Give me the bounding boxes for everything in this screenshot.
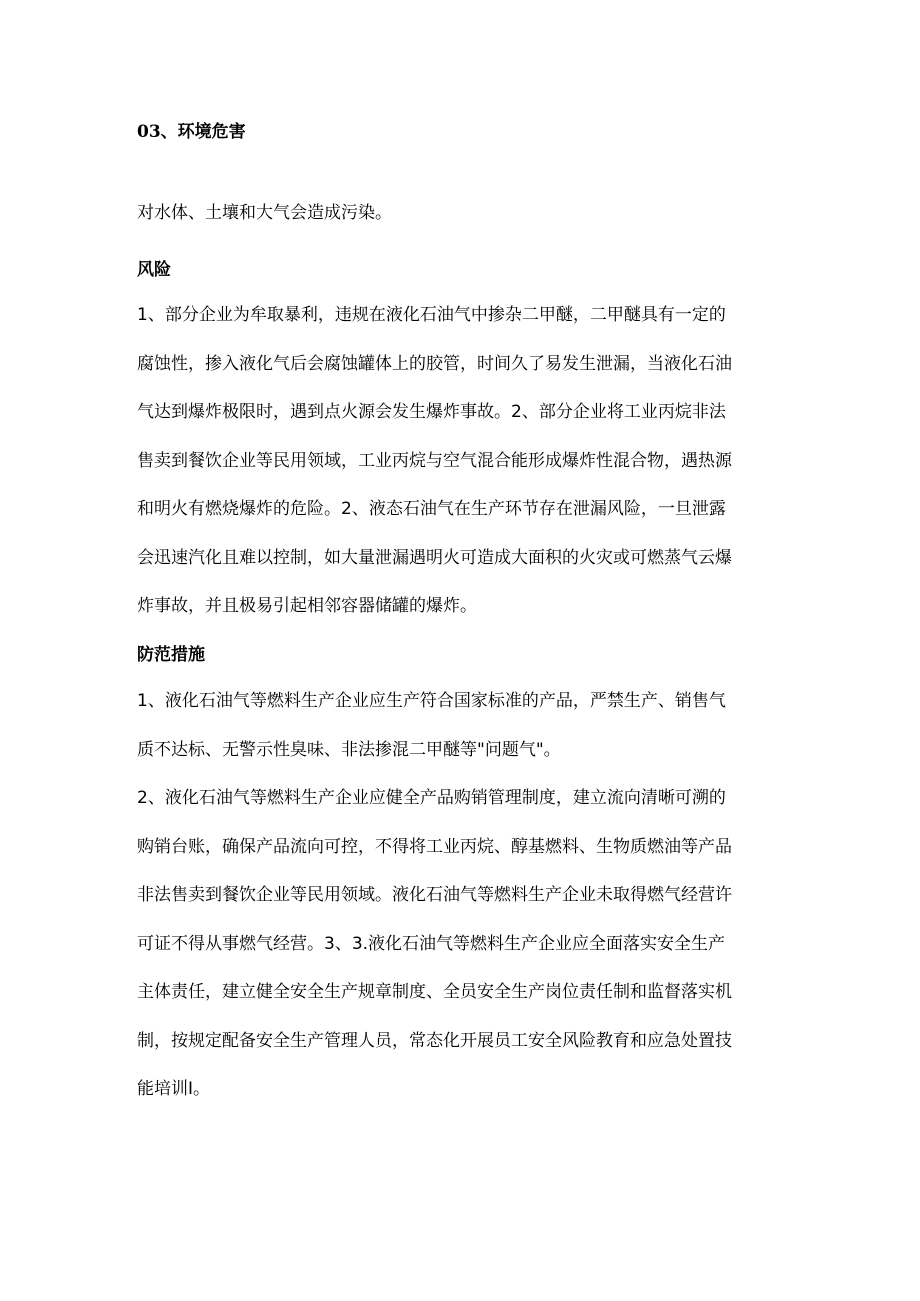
measures-line: 能培训I。 [137,1079,211,1099]
measures-line: 质不达标、无警示性臭味、非法掺混二甲醚等"问题气"。 [137,740,561,760]
section-heading [137,120,797,144]
measures-heading: 防范措施 [137,645,205,665]
risk-line: 和明火有燃烧爆炸的危险。2、液态石油气在生产环节存在泄漏风险，一旦泄露 [137,499,726,519]
section-number: 03、 [137,122,178,142]
measures-line: 可证不得从事燃气经营。3、3.液化石油气等燃料生产企业应全面落实安全生产 [137,934,726,954]
measures-line: 非法售卖到餐饮企业等民用领域。液化石油气等燃料生产企业未取得燃气经营许 [137,885,732,905]
risk-line: 1、部分企业为牟取暴利，违规在液化石油气中掺杂二甲醚，二甲醚具有一定的 [137,305,726,325]
risk-line: 售卖到餐饮企业等民用领域，工业丙烷与空气混合能形成爆炸性混合物，遇热源 [137,451,732,471]
measures-line: 1、液化石油气等燃料生产企业应生产符合国家标准的产品，严禁生产、销售气 [137,691,726,711]
measures-line: 主体责任，建立健全安全生产规章制度、全员安全生产岗位责任制和监督落实机 [137,982,732,1002]
measures-line: 制，按规定配备安全生产管理人员，常态化开展员工安全风险教育和应急处置技 [137,1031,732,1051]
risk-line: 会迅速汽化且难以控制，如大量泄漏遇明火可造成大面积的火灾或可燃蒸气云爆 [137,548,732,568]
measures-line: 购销台账，确保产品流向可控，不得将工业丙烷、醇基燃料、生物质燃油等产品 [137,837,732,857]
section-body: 对水体、土壤和大气会造成污染。 [137,203,392,223]
risk-line: 炸事故，并且极易引起相邻容器储罐的爆炸。 [137,596,477,616]
measures-line: 2、液化石油气等燃料生产企业应健全产品购销管理制度，建立流向清晰可溯的 [137,788,726,808]
risk-line: 气达到爆炸极限时，遇到点火源会发生爆炸事故。2、部分企业将工业丙烷非法 [137,402,726,422]
risk-heading: 风险 [137,260,171,280]
section-title: 环境危害 [177,122,246,142]
risk-line: 腐蚀性，掺入液化气后会腐蚀罐体上的胶管，时间久了易发生泄漏，当液化石油 [137,354,732,374]
